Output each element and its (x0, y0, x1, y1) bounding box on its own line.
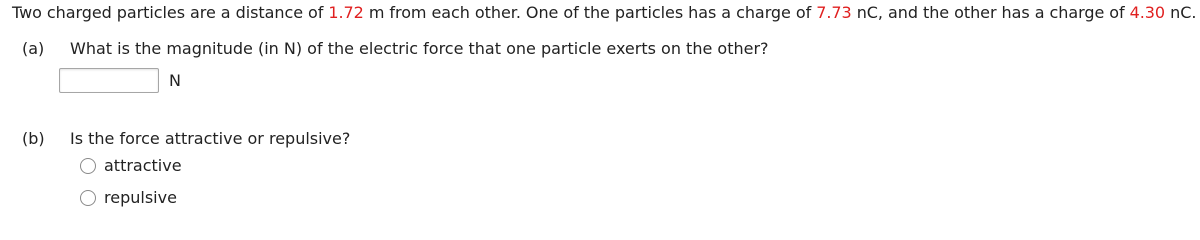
radio-repulsive[interactable] (80, 190, 96, 206)
option-attractive-label: attractive (104, 156, 182, 175)
intro-text-2: m from each other. One of the particles has a charge of (363, 3, 817, 22)
part-b-label: (b) (22, 129, 45, 148)
part-a-label: (a) (22, 39, 45, 58)
force-magnitude-input[interactable] (59, 68, 159, 93)
option-repulsive[interactable] (80, 188, 177, 208)
radio-attractive[interactable] (80, 158, 96, 174)
part-a-question (22, 39, 769, 59)
option-repulsive-label: repulsive (104, 188, 177, 207)
problem-container (12, 0, 1197, 233)
force-unit-label: N (169, 70, 181, 90)
charge-2-value: 4.30 (1129, 3, 1166, 22)
part-b-question (22, 129, 350, 149)
charge-1-value: 7.73 (816, 3, 852, 22)
option-attractive[interactable] (80, 156, 182, 176)
part-b-question-text: Is the force attractive or repulsive? (70, 129, 351, 148)
distance-value: 1.72 (328, 3, 364, 22)
intro-text-3: nC, and the other has a charge of (851, 3, 1130, 22)
problem-statement (12, 3, 1196, 23)
intro-text-4: nC. (1165, 3, 1197, 22)
intro-text-1: Two charged particles are a distance of (12, 3, 329, 22)
part-a-question-text: What is the magnitude (in N) of the electric force that one particle exerts on the other? (70, 39, 769, 58)
part-a-answer-row (59, 67, 181, 94)
